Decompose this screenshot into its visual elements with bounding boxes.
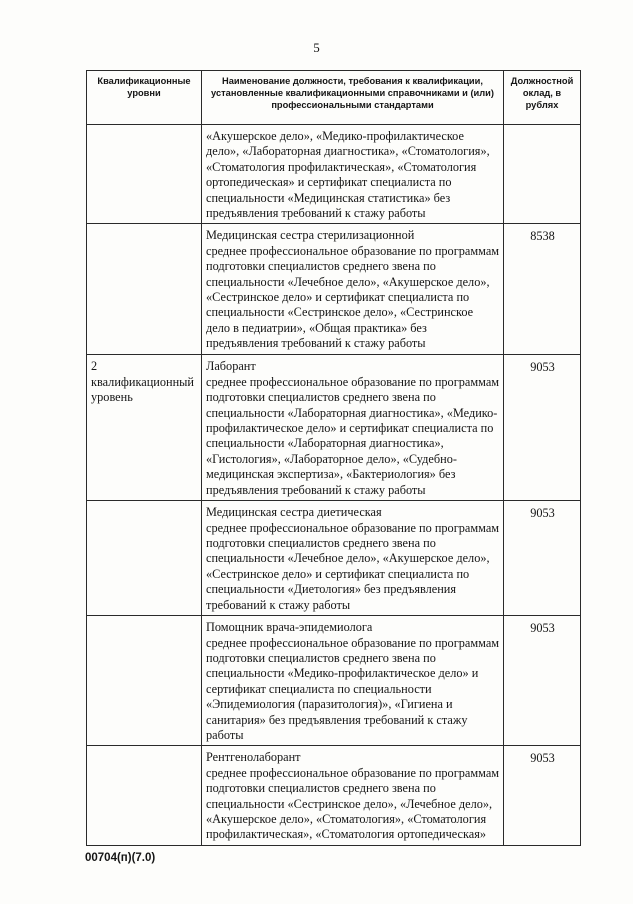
position-cell	[202, 224, 504, 355]
header-position-label: Наименование должности, требования к квалификации, установленные квалификационными справочниками и (или) профессиональными стандартами	[211, 76, 494, 110]
document-code: 00704(п)(7.0)	[85, 852, 156, 864]
position-cell	[202, 501, 504, 616]
salary-value: 9053	[530, 506, 555, 521]
table-row	[87, 125, 581, 224]
qualification-table	[86, 70, 581, 846]
level-cell	[87, 501, 202, 616]
level-text: 2 квалификационный уровень	[91, 359, 195, 405]
salary-cell	[504, 125, 581, 224]
position-description: среднее профессиональное образование по программам подготовки специалистов среднего звена по специальности «Лабораторная диагностика», «Медико-профилактическое дело» и сертификат специалиста по специальности «Лабораторная диагностика», «Гистология», «Лабораторное дело», «Судебно-медицинская экспертиза», «Бактериология» без предъявления требований к стажу работы	[206, 374, 500, 497]
position-description: «Акушерское дело», «Медико-профилактическое дело», «Лабораторная диагностика», «Стоматология», «Стоматология профилактическая», «Стоматология ортопедическая» и сертификат специалиста по специальности «Медицинская статистика» без предъявления требований к стажу работы	[206, 129, 490, 221]
salary-value: 8538	[530, 229, 555, 244]
position-title: Рентгенолаборант	[206, 750, 301, 765]
header-level-label: Квалификационные уровни	[97, 76, 191, 98]
salary-value: 9053	[530, 751, 555, 766]
header-salary-label: Должностной оклад, в рублях	[510, 76, 574, 110]
salary-cell	[504, 355, 581, 501]
salary-cell	[504, 616, 581, 746]
level-text	[87, 501, 201, 507]
header-level	[87, 71, 202, 125]
salary-value: 9053	[530, 360, 555, 375]
position-cell	[202, 746, 504, 845]
table-row	[87, 224, 581, 355]
level-text	[87, 224, 201, 230]
page-number: 5	[313, 40, 320, 55]
level-cell	[87, 125, 202, 224]
level-text	[87, 616, 201, 622]
position-title: Помощник врача-эпидемиолога	[206, 620, 373, 635]
position-cell	[202, 355, 504, 501]
position-cell	[202, 125, 504, 224]
table-row	[87, 501, 581, 616]
table-row	[87, 616, 581, 746]
salary-cell	[504, 501, 581, 616]
level-cell	[87, 355, 202, 501]
position-title: Лаборант	[206, 359, 256, 374]
table-row	[87, 355, 581, 501]
position-description: среднее профессиональное образование по программам подготовки специалистов среднего звена по специальности «Лечебное дело», «Акушерское дело», «Сестринское дело» и сертификат специалиста по специальности «Диетология» без предъявления требований к стажу работы	[206, 520, 500, 612]
position-title: Медицинская сестра диетическая	[206, 505, 382, 520]
level-text	[87, 746, 201, 752]
table-header-row	[87, 71, 581, 125]
level-text	[87, 125, 201, 131]
position-title: Медицинская сестра стерилизационной	[206, 228, 415, 243]
table-row	[87, 746, 581, 845]
salary-value: 9053	[530, 621, 555, 636]
level-cell	[87, 616, 202, 746]
salary-value	[504, 125, 580, 132]
position-cell	[202, 616, 504, 746]
header-position	[202, 71, 504, 125]
position-description: среднее профессиональное образование по программам подготовки специалистов среднего звена по специальности «Медико-профилактическое дело» и сертификат специалиста по специальности «Эпидемиология (паразитология)», «Гигиена и санитария» без предъявления требований к стажу работы	[206, 635, 500, 742]
position-description: среднее профессиональное образование по программам подготовки специалистов среднего звена по специальности «Сестринское дело», «Лечебное дело», «Акушерское дело», «Стоматология», «Стоматология профилактическая», «Стоматология ортопедическая»	[206, 765, 500, 842]
position-description: среднее профессиональное образование по программам подготовки специалистов среднего звена по специальности «Лечебное дело», «Акушерское дело», «Сестринское дело» и сертификат специалиста по специальности «Сестринское дело», «Сестринское дело в педиатрии», «Общая практика» без предъявления требований к стажу работы	[206, 243, 500, 351]
salary-cell	[504, 746, 581, 845]
level-cell	[87, 746, 202, 845]
salary-cell	[504, 224, 581, 355]
header-salary	[504, 71, 581, 125]
level-cell	[87, 224, 202, 355]
